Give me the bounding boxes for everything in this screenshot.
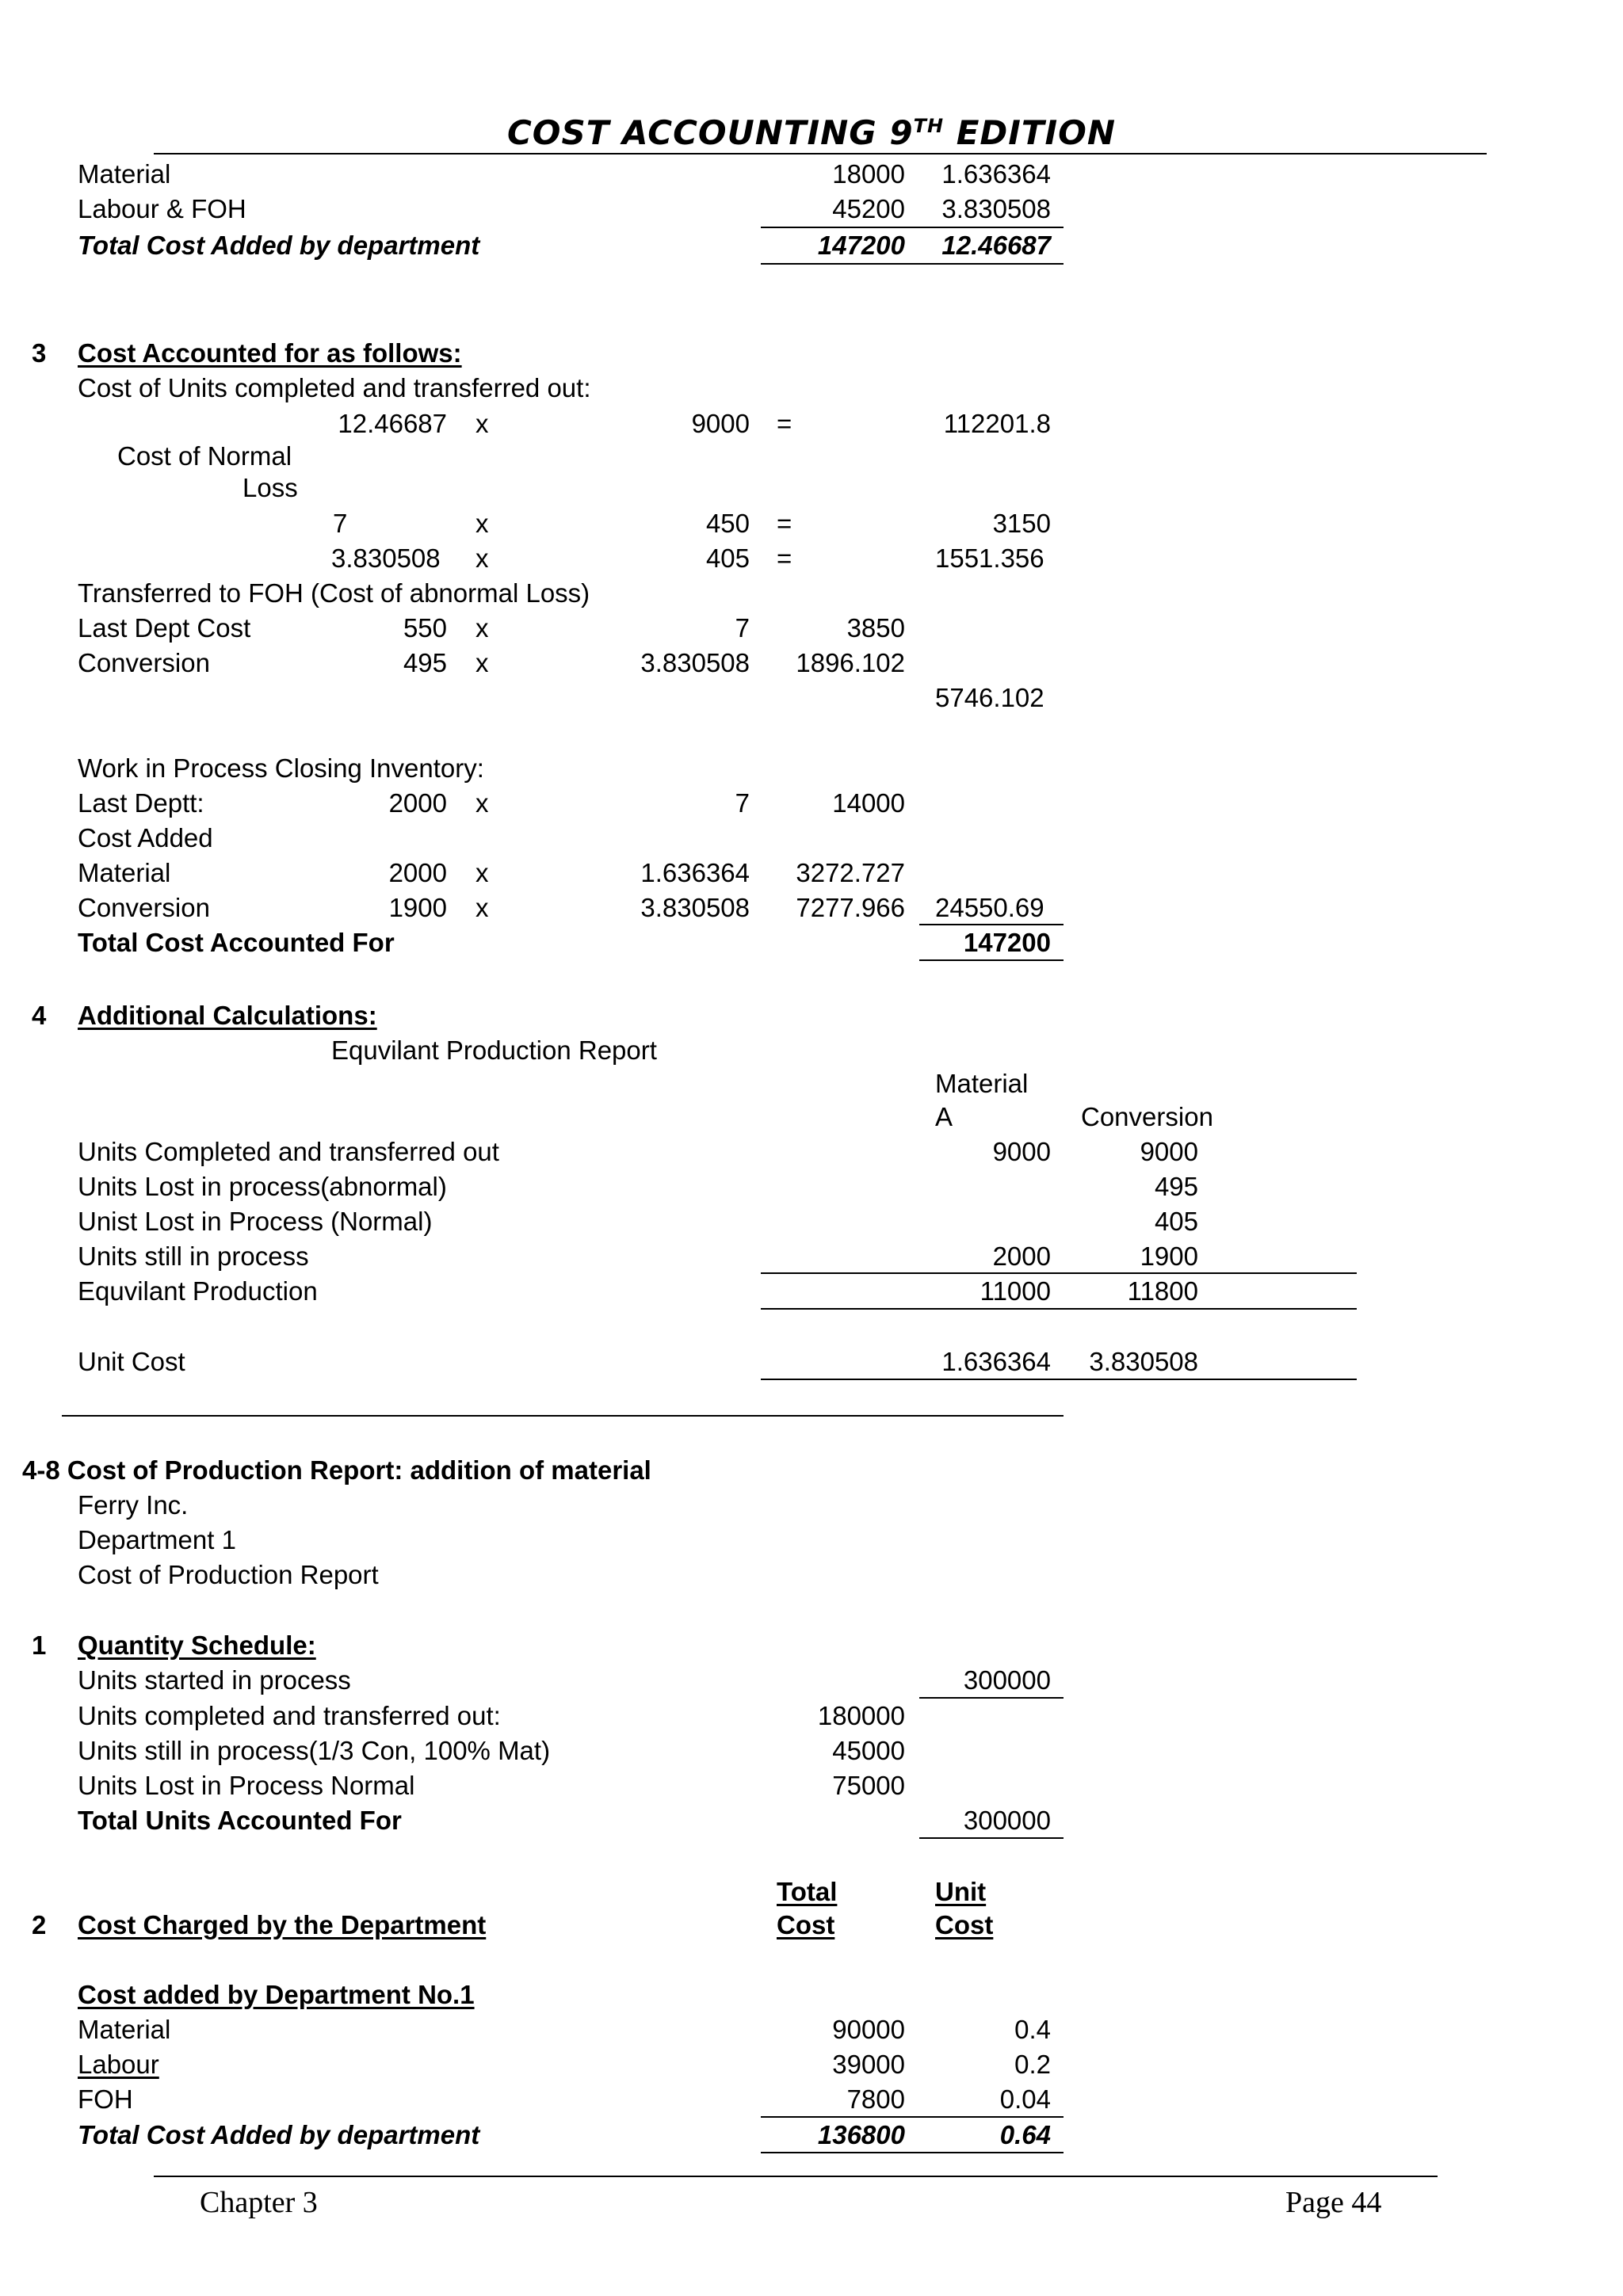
calc-b: 9000 <box>691 409 750 438</box>
calc-x: x <box>475 409 489 438</box>
unit-cost-material: 1.636364 <box>941 1347 1051 1376</box>
calc-a: 550 <box>403 613 447 643</box>
calc-c: 1896.102 <box>796 648 905 677</box>
total-accounted-value: 147200 <box>963 928 1051 957</box>
equivalent-material: 2000 <box>992 1241 1051 1271</box>
company-name: Ferry Inc. <box>78 1490 189 1520</box>
column-header-conversion: Conversion <box>1081 1102 1213 1131</box>
section-number: 2 <box>32 1910 47 1939</box>
cost-total-unit: 0.64 <box>999 2120 1051 2149</box>
calc-x: x <box>475 788 489 818</box>
total-cost-added-unit: 12.46687 <box>941 231 1051 260</box>
material-cost: 18000 <box>832 159 905 189</box>
section-number: 1 <box>32 1630 47 1660</box>
completed-label: Cost of Units completed and transferred out: <box>78 373 591 402</box>
equivalent-row-label: Equvilant Production <box>78 1276 318 1306</box>
unit-cost-conversion: 3.830508 <box>1089 1347 1198 1376</box>
equivalent-conversion: 1900 <box>1140 1241 1198 1271</box>
abnormal-loss-total: 5746.102 <box>935 683 1044 712</box>
rule <box>919 1837 1064 1839</box>
calc-c: 3850 <box>846 613 905 643</box>
rule <box>761 2116 1064 2118</box>
total-accounted-label: Total Cost Accounted For <box>78 928 395 957</box>
quantity-label: Units still in process(1/3 Con, 100% Mat) <box>78 1736 551 1765</box>
header-rule <box>154 153 1487 154</box>
section-title: Additional Calculations: <box>78 1001 377 1030</box>
calc-x: x <box>475 648 489 677</box>
calc-eq: = <box>777 543 792 573</box>
cost-added-label: Cost Added <box>78 823 213 852</box>
calc-a: 2000 <box>388 858 447 887</box>
material-unit-cost: 1.636364 <box>941 159 1051 189</box>
section-separator <box>62 1415 1064 1417</box>
abnormal-loss-label: Transferred to FOH (Cost of abnormal Loss) <box>78 578 590 608</box>
calc-a: 495 <box>403 648 447 677</box>
column-header-material-2: A <box>935 1102 953 1131</box>
cost-label: Material <box>78 2015 171 2044</box>
calc-a: 12.46687 <box>338 409 447 438</box>
calc-b: 7 <box>735 613 750 643</box>
equivalent-conversion: 11800 <box>1127 1276 1198 1306</box>
cost-unit: 0.04 <box>999 2084 1051 2114</box>
column-header-unit: Unit <box>935 1877 987 1906</box>
calc-b: 450 <box>705 509 750 538</box>
rule <box>761 1272 1357 1274</box>
cost-label: FOH <box>78 2084 133 2114</box>
equivalent-conversion: 9000 <box>1140 1137 1198 1166</box>
equivalent-row-label: Unist Lost in Process (Normal) <box>78 1207 433 1236</box>
labour-foh-cost: 45200 <box>832 194 905 223</box>
cost-total: 90000 <box>832 2015 905 2044</box>
calc-a: 1900 <box>388 893 447 922</box>
calc-x: x <box>475 858 489 887</box>
rule <box>761 1308 1357 1310</box>
calc-c: 3272.727 <box>796 858 905 887</box>
calc-eq: = <box>777 409 792 438</box>
cost-total: 39000 <box>832 2050 905 2079</box>
quantity-value: 180000 <box>817 1701 905 1730</box>
wip-label: Work in Process Closing Inventory: <box>78 753 484 783</box>
department-name: Department 1 <box>78 1525 236 1554</box>
total-cost-added-label: Total Cost Added by department <box>78 231 480 260</box>
calc-b: 3.830508 <box>640 648 750 677</box>
material-label: Material <box>78 159 171 189</box>
page-header-title: COST ACCOUNTING 9TH EDITION <box>506 113 1117 152</box>
row-label: Conversion <box>78 893 210 922</box>
quantity-value: 45000 <box>832 1736 905 1765</box>
section-number: 3 <box>32 338 47 368</box>
rule <box>919 1697 1064 1699</box>
calc-b: 7 <box>735 788 750 818</box>
normal-loss-label: Cost of Normal <box>117 441 292 471</box>
cost-unit: 0.2 <box>1014 2050 1051 2079</box>
section-title: Cost Charged by the Department <box>78 1910 487 1939</box>
section-title: Cost Accounted for as follows: <box>78 338 462 368</box>
calc-value: 3150 <box>992 509 1051 538</box>
calc-a: 7 <box>333 509 348 538</box>
quantity-label: Units started in process <box>78 1665 351 1695</box>
calc-value: 1551.356 <box>935 543 1044 573</box>
calc-b: 3.830508 <box>640 893 750 922</box>
cost-total-value: 136800 <box>817 2120 905 2149</box>
rule <box>761 1379 1357 1380</box>
equivalent-row-label: Units Lost in process(abnormal) <box>78 1172 447 1201</box>
quantity-value: 300000 <box>963 1665 1051 1695</box>
rule <box>761 263 1064 265</box>
calc-eq: = <box>777 509 792 538</box>
row-label: Last Dept Cost <box>78 613 251 643</box>
quantity-total-label: Total Units Accounted For <box>78 1806 402 1835</box>
column-header-total-2: Cost <box>777 1910 835 1939</box>
problem-title: 4-8 Cost of Production Report: addition of material <box>22 1455 651 1485</box>
rule <box>919 959 1064 961</box>
calc-c: 7277.966 <box>796 893 905 922</box>
report-name: Cost of Production Report <box>78 1560 379 1589</box>
quantity-label: Units Lost in Process Normal <box>78 1771 415 1800</box>
total-cost-added-cost: 147200 <box>817 231 905 260</box>
column-header-unit-2: Cost <box>935 1910 994 1939</box>
rule <box>761 227 1064 228</box>
calc-c: 14000 <box>832 788 905 818</box>
section-title: Quantity Schedule: <box>78 1630 316 1660</box>
calc-x: x <box>475 543 489 573</box>
calc-b: 405 <box>705 543 750 573</box>
cost-total: 7800 <box>846 2084 905 2114</box>
equivalent-material: 9000 <box>992 1137 1051 1166</box>
column-header-material: Material <box>935 1069 1029 1098</box>
labour-foh-unit-cost: 3.830508 <box>941 194 1051 223</box>
section-number: 4 <box>32 1001 47 1030</box>
row-label: Material <box>78 858 171 887</box>
calc-x: x <box>475 893 489 922</box>
footer-rule <box>154 2176 1438 2177</box>
cost-label: Labour <box>78 2050 159 2079</box>
labour-foh-label: Labour & FOH <box>78 194 246 223</box>
rule <box>761 2152 1064 2153</box>
wip-total: 24550.69 <box>935 893 1044 922</box>
equivalent-row-label: Units Completed and transferred out <box>78 1137 499 1166</box>
quantity-label: Units completed and transferred out: <box>78 1701 501 1730</box>
rule <box>919 924 1064 925</box>
unit-cost-label: Unit Cost <box>78 1347 185 1376</box>
footer-chapter: Chapter 3 <box>200 2186 318 2219</box>
quantity-value: 75000 <box>832 1771 905 1800</box>
equivalent-conversion: 495 <box>1154 1172 1198 1201</box>
cost-total-label: Total Cost Added by department <box>78 2120 480 2149</box>
normal-loss-label-2: Loss <box>242 473 298 502</box>
calc-x: x <box>475 613 489 643</box>
cost-unit: 0.4 <box>1014 2015 1051 2044</box>
calc-b: 1.636364 <box>640 858 750 887</box>
row-label: Conversion <box>78 648 210 677</box>
calc-x: x <box>475 509 489 538</box>
quantity-total-value: 300000 <box>963 1806 1051 1835</box>
calc-a: 3.830508 <box>331 543 441 573</box>
report-subtitle: Equvilant Production Report <box>331 1035 657 1065</box>
calc-a: 2000 <box>388 788 447 818</box>
column-header-total: Total <box>777 1877 838 1906</box>
row-label: Last Deptt: <box>78 788 204 818</box>
calc-value: 112201.8 <box>943 409 1051 438</box>
equivalent-material: 11000 <box>980 1276 1051 1306</box>
equivalent-conversion: 405 <box>1154 1207 1198 1236</box>
footer-page-number: Page 44 <box>1285 2186 1382 2219</box>
cost-added-title: Cost added by Department No.1 <box>78 1980 475 2009</box>
equivalent-row-label: Units still in process <box>78 1241 309 1271</box>
